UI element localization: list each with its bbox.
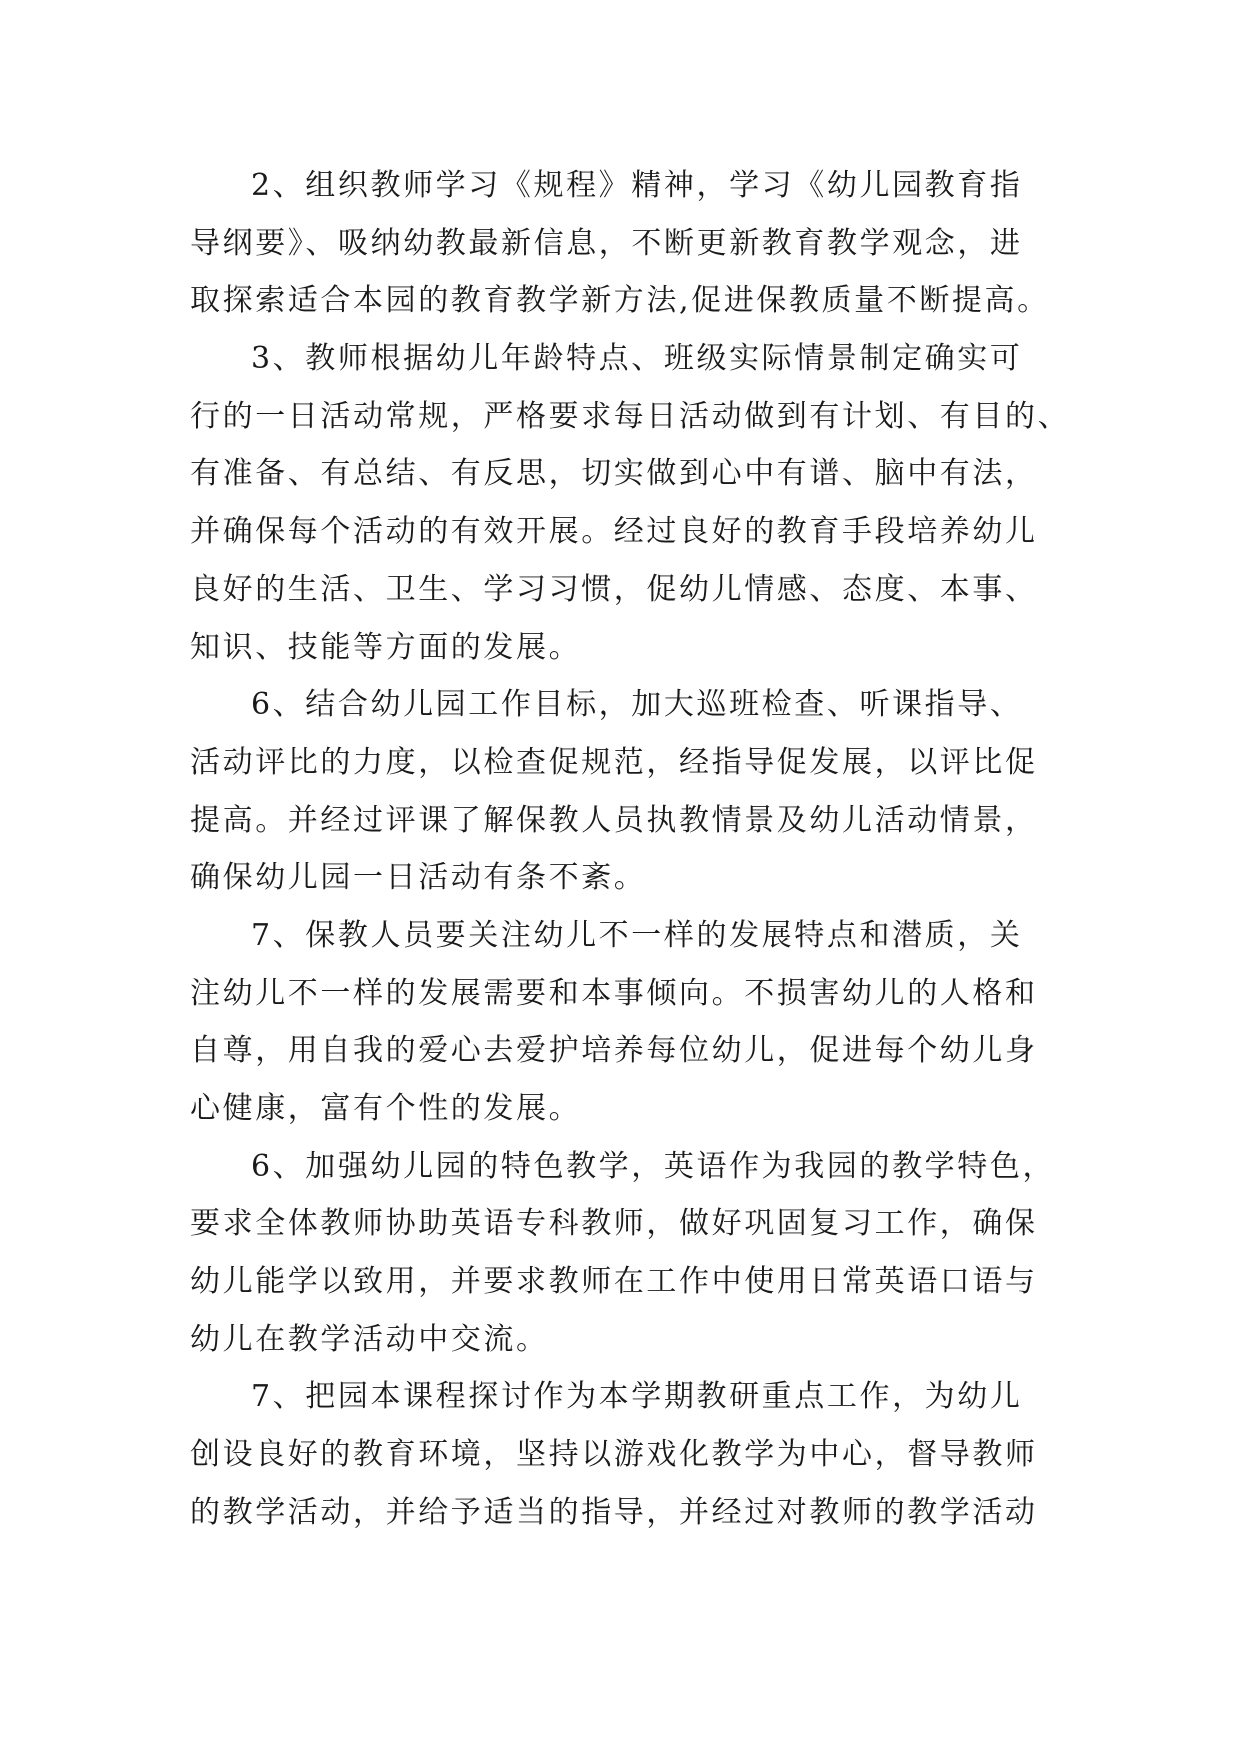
paragraph-2 — [190, 157, 1080, 330]
text-line: 心健康，富有个性的发展。 — [190, 1091, 582, 1126]
text-line: 3、教师根据幼儿年龄特点、班级实际情景制定确实可 — [251, 341, 1023, 377]
text-line: 活动评比的力度，以检查促规范，经指导促发展，以评比促 — [190, 744, 1038, 780]
text-line: 良好的生活、卫生、学习习惯，促幼儿情感、态度、本事、 — [190, 571, 1038, 607]
paragraph-7a — [190, 907, 1080, 1138]
paragraph-3 — [190, 330, 1080, 676]
text-line: 知识、技能等方面的发展。 — [190, 629, 582, 665]
paragraph-7b — [190, 1368, 1080, 1541]
text-line: 2、组织教师学习《规程》精神，学习《幼儿园教育指 — [251, 168, 1023, 203]
text-line: 注幼儿不一样的发展需要和本事倾向。不损害幼儿的人格和 — [190, 975, 1038, 1011]
text-line: 创设良好的教育环境，坚持以游戏化教学为中心，督导教师 — [190, 1437, 1038, 1473]
text-line: 要求全体教师协助英语专科教师，做好巩固复习工作，确保 — [190, 1206, 1038, 1242]
document-body — [190, 157, 1080, 1542]
text-line: 并确保每个活动的有效开展。经过良好的教育手段培养幼儿 — [190, 514, 1038, 550]
text-line: 确保幼儿园一日活动有条不紊。 — [190, 860, 647, 896]
text-line: 行的一日活动常规，严格要求每日活动做到有计划、有目的、 — [190, 398, 1071, 434]
paragraph-6b — [190, 1138, 1080, 1369]
text-line: 7、把园本课程探讨作为本学期教研重点工作，为幼儿 — [251, 1379, 1023, 1415]
text-line: 7、保教人员要关注幼儿不一样的发展特点和潜质，关 — [251, 917, 1023, 953]
text-line: 自尊，用自我的爱心去爱护培养每位幼儿，促进每个幼儿身 — [190, 1033, 1038, 1069]
text-line: 的教学活动，并给予适当的指导，并经过对教师的教学活动 — [190, 1494, 1038, 1530]
text-line: 幼儿能学以致用，并要求教师在工作中使用日常英语口语与 — [190, 1264, 1038, 1300]
text-line: 导纲要》、吸纳幼教最新信息，不断更新教育教学观念，进 — [190, 225, 1023, 261]
text-line: 6、加强幼儿园的特色教学，英语作为我园的教学特色， — [251, 1148, 1056, 1184]
text-line: 幼儿在教学活动中交流。 — [190, 1321, 549, 1357]
text-line: 提高。并经过评课了解保教人员执教情景及幼儿活动情景， — [190, 802, 1038, 838]
text-line: 有准备、有总结、有反思，切实做到心中有谱、脑中有法， — [190, 456, 1038, 492]
text-line: 取探索适合本园的教育教学新方法,促进保教质量不断提高。 — [190, 283, 1050, 319]
text-line: 6、结合幼儿园工作目标，加大巡班检查、听课指导、 — [251, 687, 1023, 723]
paragraph-6a — [190, 676, 1080, 907]
